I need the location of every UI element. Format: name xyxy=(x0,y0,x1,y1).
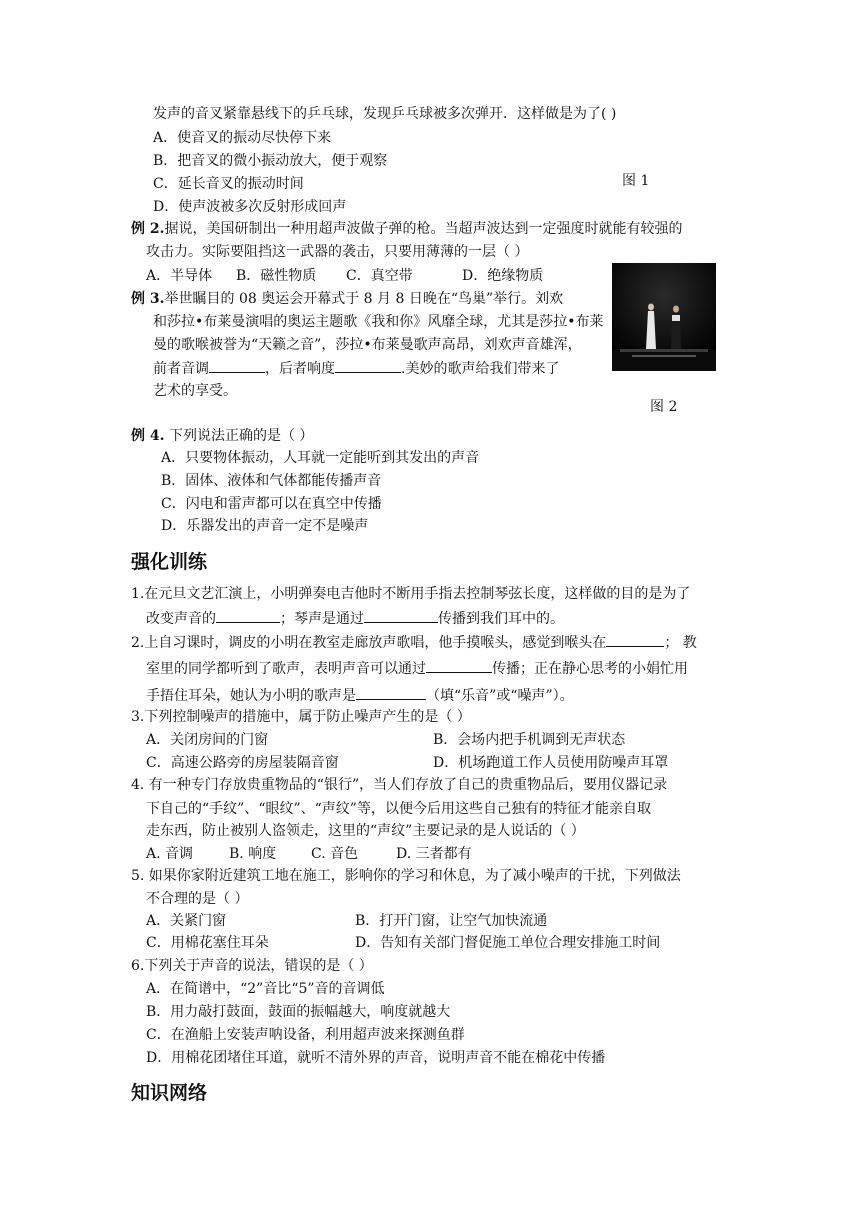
question-5-option-a: A．关紧门窗 xyxy=(146,913,227,929)
answer-blank-pitch[interactable] xyxy=(209,358,265,373)
question-1-line-2 xyxy=(146,608,564,629)
question-2-line-3 xyxy=(146,685,574,706)
example-3-line-1 xyxy=(131,289,563,309)
question-2-line-2 xyxy=(146,658,688,679)
example-1-option-d: D．使声波被多次反射形成回声 xyxy=(153,199,347,215)
example-3-label: 例 3. xyxy=(131,291,165,307)
stage-singers-image xyxy=(612,263,716,371)
example-4-stem xyxy=(131,426,313,446)
question-3-option-b: B．会场内把手机调到无声状态 xyxy=(433,732,626,748)
answer-blank-q1-2[interactable] xyxy=(364,608,438,623)
question-6-option-a: A．在简谱中，“2”音比“5”音的音调低 xyxy=(146,981,385,997)
example-2-option-c: C．真空带 xyxy=(346,268,413,284)
question-6-option-b: B．用力敲打鼓面，鼓面的振幅越大，响度就越大 xyxy=(146,1004,451,1020)
example-4-stem-text: 下列说法正确的是（ ） xyxy=(168,428,314,444)
question-4-line-1: 4. 有一种专门存放贵重物品的“银行”，当人们存放了自己的贵重物品后，要用仪器记录 xyxy=(131,777,668,793)
question-4-option-c: C. 音色 xyxy=(311,846,359,862)
example-3-text-4b: ，后者响度 xyxy=(265,361,335,377)
question-1-text-a: 改变声音的 xyxy=(146,611,216,627)
example-3-text-4c: .美妙的歌声给我们带来了 xyxy=(401,361,560,377)
question-6-stem: 6.下列关于声音的说法，错误的是（ ） xyxy=(131,958,373,974)
question-5-option-c: C．用棉花塞住耳朵 xyxy=(146,935,269,951)
section-heading-knowledge-network: 知识网络 xyxy=(131,1082,208,1104)
example-2-stem-line-2: 攻击力。实际要阻挡这一武器的袭击，只要用薄薄的一层（ ） xyxy=(146,244,529,260)
section-heading-training: 强化训练 xyxy=(131,551,208,573)
question-4-line-3: 走东西，防止被别人盗领走，这里的“声纹”主要记录的是人说话的（ ） xyxy=(146,823,585,839)
example-3-line-2: 和莎拉•布莱曼演唱的奥运主题歌《我和你》风靡全球，尤其是莎拉•布莱 xyxy=(153,314,604,330)
question-3-option-c: C．高速公路旁的房屋装隔音窗 xyxy=(146,755,339,771)
question-1-line-1: 1.在元旦文艺汇演上，小明弹奏电吉他时不断用手指去控制琴弦长度，这样做的目的是为了 xyxy=(131,586,691,602)
question-2-text-1b: ； 教 xyxy=(664,635,697,651)
example-4-option-c: C．闪电和雷声都可以在真空中传播 xyxy=(161,496,382,512)
example-2-option-a: A．半导体 xyxy=(146,268,213,284)
example-3-text-4a: 前者音调 xyxy=(153,361,209,377)
question-2-text-2a: 室里的同学都听到了歌声，表明声音可以通过 xyxy=(146,661,426,677)
example-1-option-b: B．把音叉的微小振动放大，便于观察 xyxy=(153,153,388,169)
question-2-text-3b: （填“乐音”或“噪声”）。 xyxy=(426,688,574,704)
question-6-option-c: C．在渔船上安装声呐设备，利用超声波来探测鱼群 xyxy=(146,1027,465,1043)
example-4-option-b: B．固体、液体和气体都能传播声音 xyxy=(161,473,382,489)
example-1-option-a: A．使音叉的振动尽快停下来 xyxy=(153,130,332,146)
question-2-line-1 xyxy=(131,632,697,653)
question-3-option-d: D．机场跑道工作人员使用防噪声耳罩 xyxy=(433,755,669,771)
question-2-text-1a: 2.上自习课时，调皮的小明在教室走廊放声歌唱，他手摸喉头，感觉到喉头在 xyxy=(131,635,607,651)
example-2-label: 例 2. xyxy=(131,221,165,237)
question-4-option-b: B. 响度 xyxy=(229,846,277,862)
question-3-option-a: A．关闭房间的门窗 xyxy=(146,732,269,748)
question-4-option-d: D. 三者都有 xyxy=(396,846,472,862)
example-3-line-3: 曼的歌喉被誉为“天籁之音”，莎拉•布莱曼歌声高昂，刘欢声音雄浑， xyxy=(153,337,582,353)
question-3-stem: 3.下列控制噪声的措施中，属于防止噪声产生的是（ ） xyxy=(131,709,471,725)
figure-2-stage-photo xyxy=(612,263,716,371)
question-4-line-2: 下自己的“手纹”、“眼纹”、“声纹”等，以便今后用这些自己独有的特征才能亲自取 xyxy=(146,801,651,817)
answer-blank-q2-2[interactable] xyxy=(426,658,492,673)
example-2-option-b: B．磁性物质 xyxy=(236,268,317,284)
question-5-option-b: B．打开门窗，让空气加快流通 xyxy=(355,913,548,929)
answer-blank-loudness[interactable] xyxy=(335,358,401,373)
figure-1-caption: 图 1 xyxy=(622,173,650,189)
answer-blank-q2-1[interactable] xyxy=(606,632,664,647)
answer-blank-q1-1[interactable] xyxy=(216,608,280,623)
example-2-stem-line-1: 据说，美国研制出一种用超声波做子弹的枪。当超声波达到一定强度时就能有较强的 xyxy=(164,221,683,237)
example-3-line-4 xyxy=(153,358,559,379)
example-2-stem xyxy=(131,219,683,239)
question-5-line-2: 不合理的是（ ） xyxy=(146,891,249,907)
example-3-line-5: 艺术的享受。 xyxy=(153,383,237,399)
question-4-option-a: A. 音调 xyxy=(146,846,194,862)
question-6-option-d: D．用棉花团堵住耳道，就听不清外界的声音，说明声音不能在棉花中传播 xyxy=(146,1050,606,1066)
question-1-text-b: ；琴声是通过 xyxy=(280,611,364,627)
example-4-label: 例 4. xyxy=(131,428,165,444)
example-4-option-a: A．只要物体振动，人耳就一定能听到其发出的声音 xyxy=(161,450,480,466)
example-3-text-1: 举世瞩目的 08 奥运会开幕式于 8 月 8 日晚在“鸟巢”举行。刘欢 xyxy=(164,291,564,307)
question-5-option-d: D．告知有关部门督促施工单位合理安排施工时间 xyxy=(355,935,661,951)
question-2-text-3a: 手捂住耳朵，她认为小明的歌声是 xyxy=(146,688,356,704)
question-5-line-1: 5. 如果你家附近建筑工地在施工，影响你的学习和休息，为了减小噪声的干扰，下列做法 xyxy=(131,868,681,884)
example-4-option-d: D．乐器发出的声音一定不是噪声 xyxy=(161,518,369,534)
answer-blank-q2-3[interactable] xyxy=(356,685,426,700)
example-1-option-c: C．延长音叉的振动时间 xyxy=(153,176,304,192)
question-1-text-c: 传播到我们耳中的。 xyxy=(438,611,564,627)
example-2-option-d: D．绝缘物质 xyxy=(462,268,544,284)
figure-2-caption: 图 2 xyxy=(650,399,678,415)
example-1-stem: 发声的音叉紧靠悬线下的乒乓球，发现乒乓球被多次弹开．这样做是为了( ) xyxy=(153,106,617,122)
question-2-text-2b: 传播；正在静心思考的小娟忙用 xyxy=(492,661,688,677)
